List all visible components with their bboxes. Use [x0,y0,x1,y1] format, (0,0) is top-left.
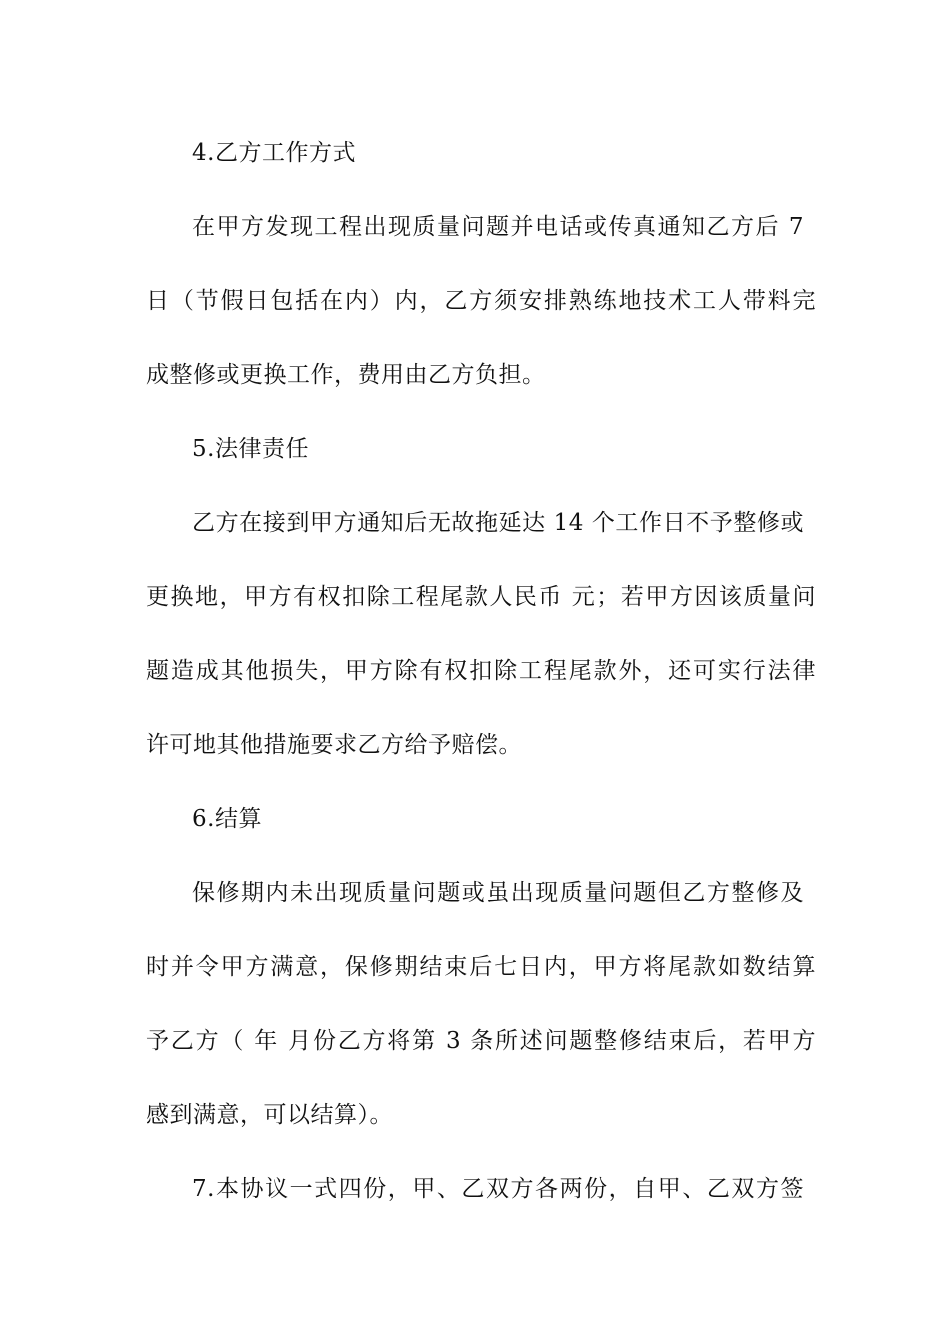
paragraph-line: 保修期内未出现质量问题或虽出现质量问题但乙方整修及 [192,880,804,906]
paragraph-line: 成整修或更换工作，费用由乙方负担。 [146,362,546,388]
section-heading-5: 5.法律责任 [192,436,309,462]
paragraph-line: 日（节假日包括在内）内，乙方须安排熟练地技术工人带料完 [146,288,816,314]
paragraph-line: 更换地，甲方有权扣除工程尾款人民币 元；若甲方因该质量问 [146,584,816,610]
paragraph-line: 乙方在接到甲方通知后无故拖延达 14 个工作日不予整修或 [192,510,804,536]
paragraph-line: 在甲方发现工程出现质量问题并电话或传真通知乙方后 7 [192,214,804,240]
section-heading-4: 4.乙方工作方式 [192,140,356,166]
paragraph-line: 感到满意，可以结算）。 [146,1102,393,1128]
paragraph-line: 题造成其他损失，甲方除有权扣除工程尾款外，还可实行法律 [146,658,816,684]
section-heading-7: 7.本协议一式四份，甲、乙双方各两份，自甲、乙双方签 [192,1176,804,1202]
section-heading-6: 6.结算 [192,806,262,832]
paragraph-line: 许可地其他措施要求乙方给予赔偿。 [146,732,522,758]
paragraph-line: 予乙方（ 年 月份乙方将第 3 条所述问题整修结束后，若甲方 [146,1028,816,1054]
paragraph-line: 时并令甲方满意，保修期结束后七日内，甲方将尾款如数结算 [146,954,816,980]
